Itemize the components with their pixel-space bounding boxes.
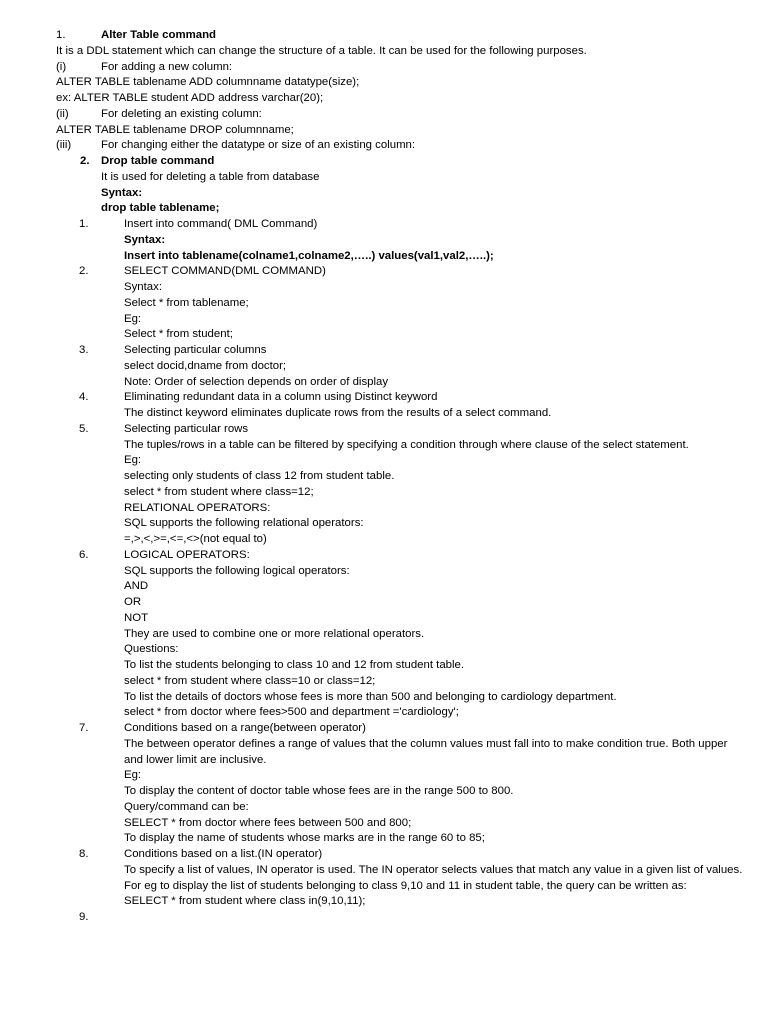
text-row (0, 800, 768, 816)
text-line: select * from doctor where fees>500 and department ='cardiology'; (124, 706, 459, 719)
text-line: It is used for deleting a table from database (101, 170, 320, 183)
text-line: Syntax: (124, 233, 166, 246)
text-line: =,>,<,>=,<=,<>(not equal to) (124, 533, 267, 545)
numbered-item (0, 721, 768, 737)
text-row (0, 705, 768, 721)
text-row (0, 359, 768, 375)
text-row (0, 312, 768, 328)
text-line: To specify a list of values, IN operator is used. The IN operator selects values that match any value in a given list of values. (124, 863, 743, 876)
item-title: Selecting particular columns (124, 344, 267, 356)
text-line: selecting only students of class 12 from student table. (124, 470, 395, 482)
document-page (0, 28, 768, 926)
code-line (0, 249, 768, 265)
text-line: OR (124, 596, 142, 608)
text-line: SQL supports the following logical operators: (124, 564, 350, 577)
text-line: For adding a new column: (101, 60, 233, 73)
text-line: To display the name of students whose marks are in the range 60 to 85; (124, 832, 485, 845)
section-2-heading (0, 154, 768, 170)
numbered-item (0, 548, 768, 564)
text-row (0, 485, 768, 501)
text-line: The between operator defines a range of values that the column values must fall into to make condition true. Both upper (124, 737, 728, 750)
text-line: It is a DDL statement which can change the structure of a table. It can be used for the following purposes. (56, 44, 587, 57)
text-line: Syntax: (101, 186, 143, 199)
numbered-item (0, 847, 768, 863)
item-number: 6. (79, 548, 89, 561)
text-line: ex: ALTER TABLE student ADD address varchar(20); (56, 92, 324, 104)
numbered-item (0, 910, 768, 926)
syntax-label (0, 186, 768, 202)
list-item (0, 107, 768, 123)
text-line: Query/command can be: (124, 800, 249, 813)
item-number: 5. (79, 422, 89, 435)
numbered-item (0, 217, 768, 233)
numbered-item (0, 343, 768, 359)
numbered-item (0, 264, 768, 280)
list-marker: (i) (56, 60, 67, 73)
text-line: For deleting an existing column: (101, 107, 262, 120)
item-number: 1. (79, 218, 89, 230)
list-marker: (ii) (56, 107, 69, 120)
text-row (0, 501, 768, 517)
section-title: Alter Table command (101, 29, 216, 41)
item-number: 2. (79, 265, 89, 278)
text-line: Insert into tablename(colname1,colname2,…..) values(val1,val2,…..); (124, 249, 494, 262)
item-title: LOGICAL OPERATORS: (124, 548, 250, 561)
code-line (0, 201, 768, 217)
item-number: 8. (79, 848, 89, 860)
text-row (0, 674, 768, 690)
paragraph (0, 44, 768, 60)
text-row (0, 453, 768, 469)
text-row (0, 611, 768, 627)
item-number: 9. (79, 911, 89, 923)
text-line: To list the students belonging to class 10 and 12 from student table. (124, 659, 465, 671)
text-line: Eg: (124, 769, 142, 782)
text-row (0, 784, 768, 800)
numbered-item (0, 422, 768, 438)
text-line: select docid,dname from doctor; (124, 359, 287, 372)
text-line: ALTER TABLE tablename ADD columnname datatype(size); (56, 76, 360, 89)
text-line: The distinct keyword eliminates duplicate rows from the results of a select command. (124, 407, 552, 419)
section-1-heading (0, 28, 768, 44)
item-number: 4. (79, 391, 89, 404)
text-row (0, 579, 768, 595)
text-line: Select * from tablename; (124, 296, 249, 309)
list-item (0, 138, 768, 154)
text-line: They are used to combine one or more relational operators. (124, 627, 425, 640)
text-line: SELECT * from student where class in(9,10,11); (124, 895, 366, 908)
text-line: The tuples/rows in a table can be filtered by specifying a condition through where clause of the select statement. (124, 438, 689, 451)
text-line: For eg to display the list of students belonging to class 9,10 and 11 in student table, the query can be written as: (124, 879, 687, 892)
text-row (0, 532, 768, 548)
text-row (0, 879, 768, 895)
text-line: To list the details of doctors whose fees is more than 500 and belonging to cardiology department. (124, 690, 617, 703)
text-line: RELATIONAL OPERATORS: (124, 501, 271, 514)
text-row (0, 406, 768, 422)
code-line (0, 123, 768, 139)
text-line: SQL supports the following relational operators: (124, 517, 364, 530)
item-title: Insert into command( DML Command) (124, 218, 318, 230)
text-row (0, 816, 768, 832)
text-row (0, 438, 768, 454)
item-title: Eliminating redundant data in a column using Distinct keyword (124, 391, 438, 404)
text-line: AND (124, 580, 149, 593)
text-row (0, 375, 768, 391)
item-title: SELECT COMMAND(DML COMMAND) (124, 265, 326, 278)
text-line: select * from student where class=12; (124, 485, 314, 498)
text-line: Select * from student; (124, 328, 233, 341)
text-row (0, 658, 768, 674)
paragraph (0, 170, 768, 186)
text-row (0, 768, 768, 784)
syntax-label (0, 233, 768, 249)
text-row (0, 564, 768, 580)
code-line (0, 91, 768, 107)
text-row (0, 469, 768, 485)
section-title: Drop table command (101, 155, 215, 167)
text-row (0, 737, 768, 753)
text-row (0, 595, 768, 611)
text-row (0, 642, 768, 658)
text-row (0, 894, 768, 910)
list-marker: (iii) (56, 139, 72, 152)
text-row (0, 690, 768, 706)
text-line: SELECT * from doctor where fees between 500 and 800; (124, 816, 412, 829)
item-number: 7. (79, 722, 89, 734)
section-number: 2. (80, 155, 90, 167)
text-row (0, 831, 768, 847)
text-line: ALTER TABLE tablename DROP columnname; (56, 123, 294, 136)
text-row (0, 863, 768, 879)
list-item (0, 60, 768, 76)
item-title: Conditions based on a list.(IN operator) (124, 848, 323, 860)
text-row (0, 327, 768, 343)
numbered-item (0, 390, 768, 406)
section-number: 1. (56, 29, 66, 41)
text-line: For changing either the datatype or size of an existing column: (101, 139, 416, 152)
text-line: and lower limit are inclusive. (124, 753, 267, 766)
text-row (0, 280, 768, 296)
text-line: To display the content of doctor table whose fees are in the range 500 to 800. (124, 785, 514, 797)
text-line: Note: Order of selection depends on order of display (124, 375, 389, 388)
text-row (0, 627, 768, 643)
item-title: Selecting particular rows (124, 422, 249, 435)
text-line: select * from student where class=10 or class=12; (124, 674, 376, 687)
text-line: Questions: (124, 643, 179, 656)
text-row (0, 516, 768, 532)
text-line: drop table tablename; (101, 202, 220, 215)
text-row (0, 296, 768, 312)
item-title: Conditions based on a range(between operator) (124, 722, 366, 734)
text-line: Eg: (124, 454, 142, 467)
code-line (0, 75, 768, 91)
item-number: 3. (79, 344, 89, 356)
text-line: NOT (124, 611, 149, 624)
text-line: Eg: (124, 312, 142, 325)
text-line: Syntax: (124, 281, 162, 293)
text-row (0, 753, 768, 769)
